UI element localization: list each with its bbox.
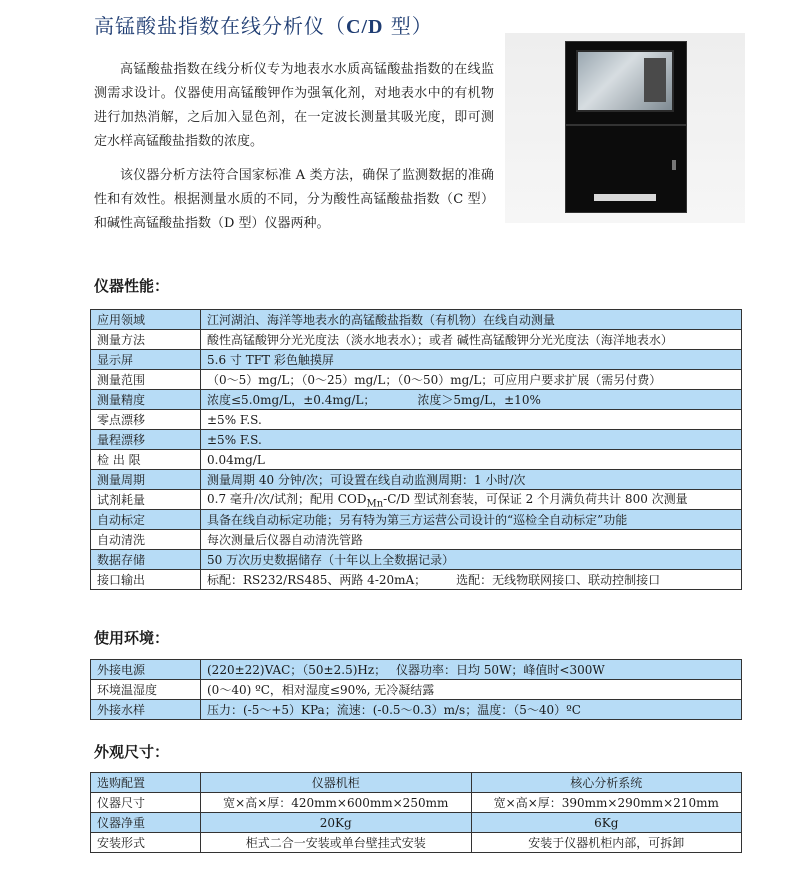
performance-value: 浓度≤5.0mg/L，±0.4mg/L； 浓度＞5mg/L，±10% xyxy=(201,390,742,410)
performance-value: 具备在线自动标定功能；另有特为第三方运营公司设计的“巡检全自动标定”功能 xyxy=(201,510,742,530)
table-row xyxy=(91,793,742,813)
page-title: 高锰酸盐指数在线分析仪（C/D 型） xyxy=(94,14,433,38)
intro-paragraph-1: 高锰酸盐指数在线分析仪专为地表水水质高锰酸盐指数的在线监测需求设计。仪器使用高锰酸钾作为强氧化剂，对地表水中的有机物进行加热消解，之后加入显色剂，在一定波长测量其吸光度，即可测定水样高锰酸盐指数的浓度。 xyxy=(94,62,494,149)
table-row xyxy=(91,410,742,430)
dimension-label: 仪器尺寸 xyxy=(91,793,201,813)
table-row xyxy=(91,700,742,720)
product-photo xyxy=(505,33,745,223)
performance-value: 0.7 毫升/次/试剂；配用 $COD_{Mn}-C/D$ 型试剂套装，可保证 2 个月满负荷共计 800 次测量 xyxy=(201,490,742,510)
title-model: C/D xyxy=(346,16,384,38)
table-row xyxy=(91,470,742,490)
environment-label: 环境温湿度 xyxy=(91,680,201,700)
dimension-core-value: 核心分析系统 xyxy=(471,773,742,793)
table-row xyxy=(91,390,742,410)
performance-label: 显示屏 xyxy=(91,350,201,370)
dimension-core-value: 宽×高×厚：390mm×290mm×210mm xyxy=(471,793,742,813)
dimension-label: 安装形式 xyxy=(91,833,201,853)
subscript: Mn xyxy=(366,498,384,510)
intro-text xyxy=(94,58,494,246)
table-row xyxy=(91,550,742,570)
performance-label: 自动标定 xyxy=(91,510,201,530)
dimensions-table xyxy=(90,772,742,853)
performance-label: 零点漂移 xyxy=(91,410,201,430)
cabinet-image xyxy=(565,41,687,213)
performance-value: 0.04mg/L xyxy=(201,450,742,470)
table-row xyxy=(91,450,742,470)
table-row xyxy=(91,510,742,530)
performance-label: 应用领域 xyxy=(91,310,201,330)
performance-value: 酸性高锰酸钾分光光度法（淡水地表水）；或者 碱性高锰酸钾分光光度法（海洋地表水） xyxy=(201,330,742,350)
table-row xyxy=(91,833,742,853)
performance-value: 50 万次历史数据储存（十年以上全数据记录） xyxy=(201,550,742,570)
dimension-core-value: 安装于仪器机柜内部，可拆卸 xyxy=(471,833,742,853)
performance-label: 测量精度 xyxy=(91,390,201,410)
environment-table xyxy=(90,659,742,720)
table-row xyxy=(91,570,742,590)
table-row xyxy=(91,330,742,350)
environment-label: 外接水样 xyxy=(91,700,201,720)
intro-paragraph-2: 该仪器分析方法符合国家标准 A 类方法，确保了监测数据的准确性和有效性。根据测量水质的不同，分为酸性高锰酸盐指数（C 型）和碱性高锰酸盐指数（D 型）仪器两种。 xyxy=(94,168,494,231)
environment-value: 压力：(-5～+5）KPa；流速：(-0.5～0.3）m/s；温度：（5～40）ºC xyxy=(201,700,742,720)
environment-value: (0～40) ºC，相对湿度≤90%, 无冷凝结露 xyxy=(201,680,742,700)
dimension-cabinet-value: 20Kg xyxy=(201,813,472,833)
dimension-cabinet-value: 仪器机柜 xyxy=(201,773,472,793)
performance-value: 标配：RS232/RS485、两路 4-20mA； 选配：无线物联网接口、联动控制接口 xyxy=(201,570,742,590)
dimension-label: 选购配置 xyxy=(91,773,201,793)
performance-label: 量程漂移 xyxy=(91,430,201,450)
performance-value: ±5% F.S. xyxy=(201,410,742,430)
performance-label: 试剂耗量 xyxy=(91,490,201,510)
performance-value: 测量周期 40 分钟/次；可设置在线自动监测周期：1 小时/次 xyxy=(201,470,742,490)
dimension-cabinet-value: 宽×高×厚：420mm×600mm×250mm xyxy=(201,793,472,813)
section-performance: 仪器性能： xyxy=(94,277,170,295)
environment-label: 外接电源 xyxy=(91,660,201,680)
performance-value: 5.6 寸 TFT 彩色触摸屏 xyxy=(201,350,742,370)
dimension-cabinet-value: 柜式二合一安装或单台壁挂式安装 xyxy=(201,833,472,853)
table-row xyxy=(91,430,742,450)
performance-label: 接口输出 xyxy=(91,570,201,590)
performance-label: 自动清洗 xyxy=(91,530,201,550)
section-dimensions: 外观尺寸： xyxy=(94,743,170,761)
table-row xyxy=(91,350,742,370)
table-row xyxy=(91,660,742,680)
table-row xyxy=(91,773,742,793)
table-row xyxy=(91,680,742,700)
performance-value: ±5% F.S. xyxy=(201,430,742,450)
environment-value: (220±22)VAC；（50±2.5)Hz； 仪器功率：日均 50W；峰值时<300W xyxy=(201,660,742,680)
performance-value: 每次测量后仪器自动清洗管路 xyxy=(201,530,742,550)
performance-label: 检 出 限 xyxy=(91,450,201,470)
performance-value: 江河湖泊、海洋等地表水的高锰酸盐指数（有机物）在线自动测量 xyxy=(201,310,742,330)
performance-value: （0～5）mg/L；（0～25）mg/L；（0～50）mg/L；可应用户要求扩展（需另付费） xyxy=(201,370,742,390)
table-row xyxy=(91,370,742,390)
performance-label: 数据存储 xyxy=(91,550,201,570)
table-row xyxy=(91,813,742,833)
performance-label: 测量周期 xyxy=(91,470,201,490)
performance-label: 测量范围 xyxy=(91,370,201,390)
table-row xyxy=(91,310,742,330)
table-row xyxy=(91,490,742,510)
dimension-label: 仪器净重 xyxy=(91,813,201,833)
dimension-core-value: 6Kg xyxy=(471,813,742,833)
section-environment: 使用环境： xyxy=(94,629,170,647)
table-row xyxy=(91,530,742,550)
performance-table xyxy=(90,309,742,590)
performance-label: 测量方法 xyxy=(91,330,201,350)
